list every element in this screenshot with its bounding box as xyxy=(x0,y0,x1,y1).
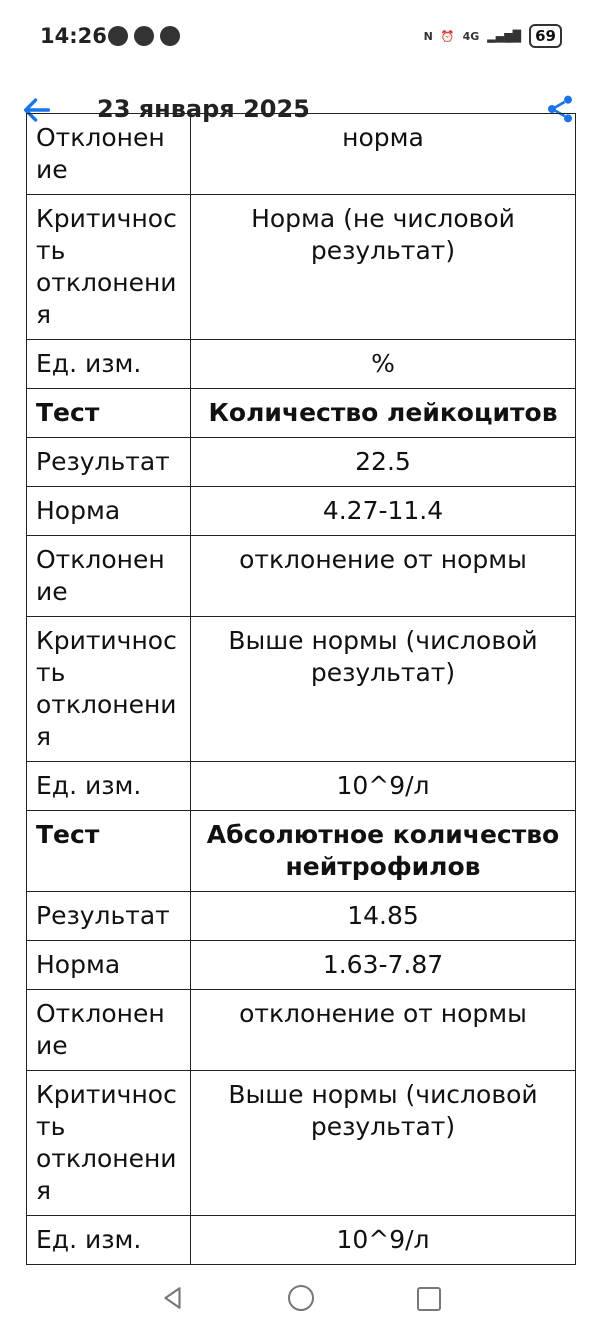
row-value xyxy=(191,195,576,340)
table-row xyxy=(27,195,576,340)
table-row xyxy=(27,941,576,990)
value-line: 4.27-11.4 xyxy=(322,496,444,525)
page-title: 23 января 2025 xyxy=(97,95,310,123)
results-content[interactable] xyxy=(0,123,600,1267)
label-line: Ед. изм. xyxy=(36,1225,142,1254)
label-line: Критичнос xyxy=(36,204,177,233)
table-row xyxy=(27,114,576,195)
table-row xyxy=(27,487,576,536)
row-label xyxy=(27,892,191,941)
row-value xyxy=(191,762,576,811)
value-line: 22.5 xyxy=(355,447,411,476)
label-line: ть xyxy=(36,1112,66,1141)
status-time: 14:26 xyxy=(40,24,107,48)
row-label xyxy=(27,762,191,811)
value-line: результат) xyxy=(310,658,456,687)
table-row xyxy=(27,617,576,762)
label-line: Тест xyxy=(36,820,100,849)
value-line: Количество лейкоцитов xyxy=(208,398,558,427)
signal-icon: ▂▄▆█ xyxy=(487,29,522,43)
label-line: Отклонен xyxy=(36,999,165,1028)
label-line: отклонени xyxy=(36,268,177,297)
navigation-bar xyxy=(0,1267,600,1331)
row-label xyxy=(27,617,191,762)
table-row xyxy=(27,536,576,617)
row-value xyxy=(191,990,576,1071)
value-line: Выше нормы (числовой xyxy=(228,1080,538,1109)
value-line: отклонение от нормы xyxy=(239,999,527,1028)
value-line: % xyxy=(371,349,395,378)
row-label xyxy=(27,389,191,438)
value-line: норма xyxy=(342,123,424,152)
label-line: ть xyxy=(36,658,66,687)
row-value xyxy=(191,340,576,389)
value-line: 14.85 xyxy=(347,901,419,930)
row-value xyxy=(191,941,576,990)
row-value xyxy=(191,487,576,536)
value-line: результат) xyxy=(310,1112,456,1141)
label-line: отклонени xyxy=(36,1144,177,1173)
label-line: Норма xyxy=(36,950,121,979)
table-row xyxy=(27,1071,576,1216)
row-label xyxy=(27,941,191,990)
row-label xyxy=(27,487,191,536)
label-line: я xyxy=(36,722,52,751)
row-value xyxy=(191,389,576,438)
row-value xyxy=(191,438,576,487)
value-line: 10^9/л xyxy=(336,1225,430,1254)
label-line: Критичнос xyxy=(36,626,177,655)
value-line: Абсолютное количество xyxy=(206,820,560,849)
label-line: Отклонен xyxy=(36,545,165,574)
test-header-row xyxy=(27,389,576,438)
table-row xyxy=(27,990,576,1071)
row-label xyxy=(27,438,191,487)
label-line: Результат xyxy=(36,901,170,930)
row-value xyxy=(191,811,576,892)
alarm-icon: ⏰ xyxy=(440,29,455,43)
row-label xyxy=(27,990,191,1071)
row-label xyxy=(27,1216,191,1265)
mir-icon xyxy=(160,26,180,46)
value-line: Выше нормы (числовой xyxy=(228,626,538,655)
value-line: отклонение от нормы xyxy=(239,545,527,574)
label-line: Критичнос xyxy=(36,1080,177,1109)
row-label xyxy=(27,811,191,892)
label-line: Ед. изм. xyxy=(36,349,142,378)
label-line: Тест xyxy=(36,398,100,427)
label-line: Норма xyxy=(36,496,121,525)
notification-icons xyxy=(108,26,180,46)
row-label xyxy=(27,195,191,340)
row-value xyxy=(191,617,576,762)
value-line: результат) xyxy=(310,236,456,265)
label-line: отклонени xyxy=(36,690,177,719)
row-value xyxy=(191,114,576,195)
label-line: Результат xyxy=(36,447,170,476)
row-value xyxy=(191,536,576,617)
table-row xyxy=(27,892,576,941)
whatsapp-icon xyxy=(108,26,128,46)
recents-square-icon[interactable] xyxy=(417,1287,441,1311)
value-line: Норма (не числовой xyxy=(251,204,515,233)
value-line: 10^9/л xyxy=(336,771,430,800)
row-label xyxy=(27,114,191,195)
table-row xyxy=(27,1216,576,1265)
table-row xyxy=(27,340,576,389)
system-icons xyxy=(424,24,562,48)
network-type: 4G xyxy=(462,29,480,43)
label-line: я xyxy=(36,300,52,329)
row-value xyxy=(191,1071,576,1216)
battery-level: 69 xyxy=(529,24,562,48)
nfc-icon: N xyxy=(423,29,433,43)
row-value xyxy=(191,1216,576,1265)
row-label xyxy=(27,340,191,389)
label-line: ть xyxy=(36,236,66,265)
status-bar xyxy=(0,0,600,75)
row-label xyxy=(27,1071,191,1216)
table-row xyxy=(27,438,576,487)
results-table xyxy=(26,113,576,1265)
chat-icon xyxy=(134,26,154,46)
label-line: я xyxy=(36,1176,52,1205)
back-triangle-icon[interactable] xyxy=(160,1285,186,1311)
label-line: Ед. изм. xyxy=(36,771,142,800)
label-line: Отклонен xyxy=(36,123,165,152)
home-circle-icon[interactable] xyxy=(288,1285,314,1311)
value-line: нейтрофилов xyxy=(285,852,481,881)
label-line: ие xyxy=(36,577,68,606)
label-line: ие xyxy=(36,1031,68,1060)
value-line: 1.63-7.87 xyxy=(322,950,444,979)
table-row xyxy=(27,762,576,811)
row-value xyxy=(191,892,576,941)
label-line: ие xyxy=(36,155,68,184)
row-label xyxy=(27,536,191,617)
test-header-row xyxy=(27,811,576,892)
